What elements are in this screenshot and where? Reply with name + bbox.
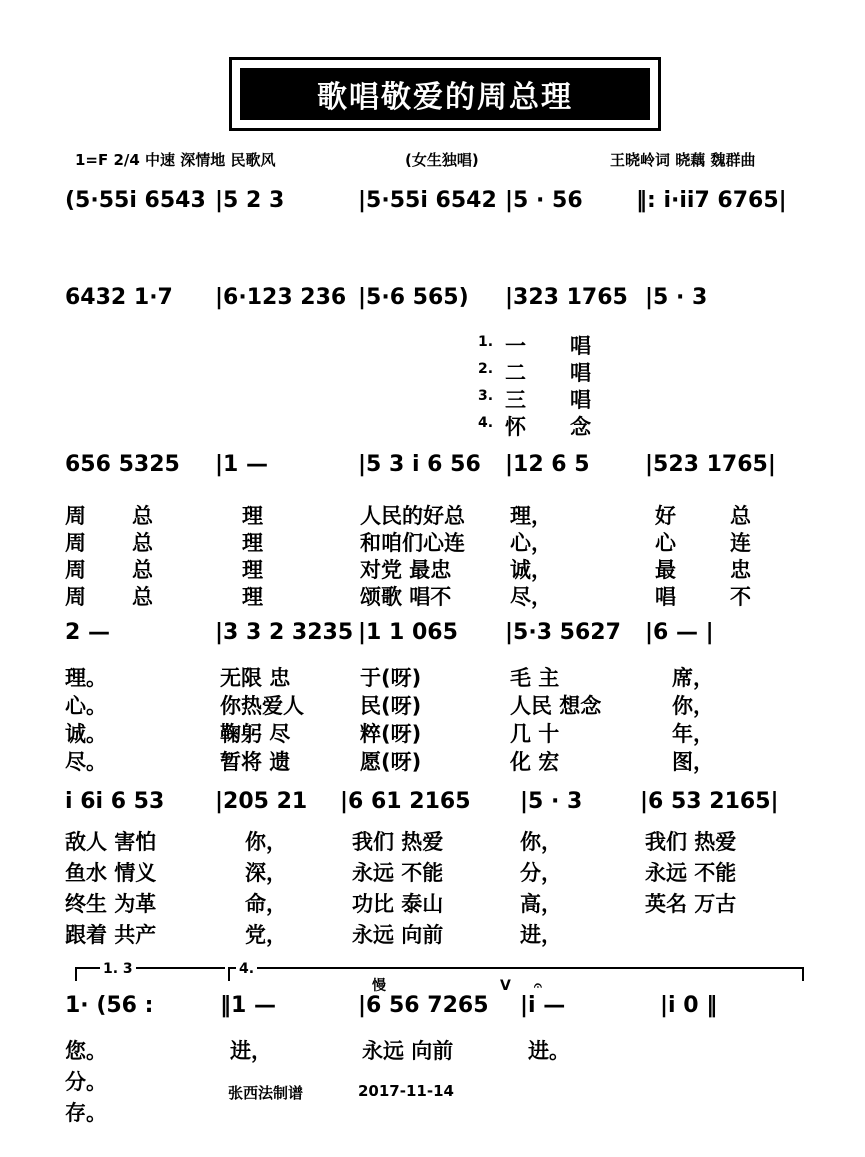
lyric-text: 心。 <box>65 694 107 718</box>
notation-measure: |1 1 065 <box>358 620 458 645</box>
verse-intro-word: 唱 <box>570 388 591 412</box>
lyric-text: 永远 向前 <box>352 923 444 947</box>
transcriber: 张西法制谱 <box>228 1084 304 1102</box>
lyric-text: 诚。 <box>65 722 107 746</box>
volta-1-label: 1. 3 <box>100 961 136 977</box>
lyric-text: 于(呀) <box>360 666 422 690</box>
notation-measure: |5 · 3 <box>645 285 708 310</box>
lyric-text: 你， <box>520 830 562 854</box>
final-lyric-extra-2: 存。 <box>65 1101 107 1125</box>
lyric-text: 对党 最忠 <box>360 558 452 582</box>
notation-measure: ‖: i·ii7 6765| <box>636 188 787 213</box>
notation-measure: |323 1765 <box>505 285 628 310</box>
lyric-text: 理。 <box>65 666 107 690</box>
notation-measure: |523 1765| <box>645 452 776 477</box>
lyric-text: 我们 热爱 <box>352 830 444 854</box>
lyric-text: 理 <box>242 585 263 609</box>
lyric-text: 颂歌 唱不 <box>360 585 452 609</box>
volta-2-label: 4. <box>236 961 257 977</box>
lyric-text: 愿(呀) <box>360 750 422 774</box>
volta-1-bracket <box>75 967 225 981</box>
lyric-text: 永远 不能 <box>645 861 737 885</box>
lyric-text: 席， <box>672 666 714 690</box>
lyric-text: 终生 为革 <box>65 892 157 916</box>
verse-intro-word: 一 <box>505 334 526 358</box>
lyric-text: 人民的好总 <box>360 504 465 528</box>
notation-measure: (5·55i 6543 <box>65 188 206 213</box>
lyric-text: 尽， <box>510 585 552 609</box>
lyric-text: 暂将 遗 <box>220 750 291 774</box>
fermata-icon: 𝄐 <box>534 978 542 994</box>
lyric-text: 敌人 害怕 <box>65 830 157 854</box>
notation-measure: 6432 1·7 <box>65 285 173 310</box>
lyric-text: 总 <box>132 531 153 555</box>
lyric-text: 无限 忠 <box>220 666 291 690</box>
lyric-text: 功比 泰山 <box>352 892 444 916</box>
lyric-text: 总 <box>132 504 153 528</box>
notation-measure: 656 5325 <box>65 452 180 477</box>
verse-intro-word: 三 <box>505 388 526 412</box>
lyric-text: 命， <box>245 892 287 916</box>
volta-2-bracket <box>228 967 804 981</box>
breath-mark: V <box>500 978 511 994</box>
lyric-text: 理， <box>510 504 552 528</box>
notation-measure: |5·3 5627 <box>505 620 621 645</box>
lyric-text: 几 十 <box>510 722 560 746</box>
lyric-text: 分， <box>520 861 562 885</box>
notation-measure: |6·123 236 <box>215 285 347 310</box>
lyric-text: 连 <box>730 531 751 555</box>
lyric-text: 深， <box>245 861 287 885</box>
notation-measure: |5 · 3 <box>520 789 583 814</box>
notation-measure: |5·55i 6542 <box>358 188 497 213</box>
notation-measure: |3 3 2 3235 <box>215 620 354 645</box>
verse-intro-word: 唱 <box>570 361 591 385</box>
notation-measure: |i — <box>520 993 566 1018</box>
lyric-text: 好 <box>655 504 676 528</box>
lyric-text: 尽。 <box>65 750 107 774</box>
verse-intro-word: 怀 <box>505 415 526 439</box>
song-title: 歌唱敬爱的周总理 <box>240 68 650 120</box>
lyric-text: 高， <box>520 892 562 916</box>
lyric-text: 忠 <box>730 558 751 582</box>
lyric-text: 年， <box>672 722 714 746</box>
notation-measure: |6 61 2165 <box>340 789 471 814</box>
lyric-text: 图， <box>672 750 714 774</box>
lyric-text: 毛 主 <box>510 666 560 690</box>
lyric-text: 人民 想念 <box>510 694 602 718</box>
notation-measure: |i 0 ‖ <box>660 993 718 1018</box>
verse-number: 3. <box>478 388 494 404</box>
notation-measure: 2 — <box>65 620 110 645</box>
notation-measure: |5 2 3 <box>215 188 285 213</box>
lyric-text: 总 <box>730 504 751 528</box>
notation-measure: |5·6 565) <box>358 285 469 310</box>
lyric-text: 党， <box>245 923 287 947</box>
lyric-text: 英名 万古 <box>645 892 737 916</box>
transcription-date: 2017-11-14 <box>358 1082 454 1100</box>
notation-measure: |1 — <box>215 452 269 477</box>
lyric-text: 永远 不能 <box>352 861 444 885</box>
verse-number: 4. <box>478 415 494 431</box>
lyric-text: 粹(呀) <box>360 722 422 746</box>
lyric-text: 最 <box>655 558 676 582</box>
lyric-text: 总 <box>132 558 153 582</box>
lyric-text: 心 <box>655 531 676 555</box>
lyric-text: 唱 <box>655 585 676 609</box>
verse-intro-word: 二 <box>505 361 526 385</box>
notation-measure: |5 3 i 6 56 <box>358 452 481 477</box>
notation-measure: |6 56 7265 <box>358 993 489 1018</box>
lyric-text: 鱼水 情义 <box>65 861 157 885</box>
credits: 王晓岭词 晓藕 魏群曲 <box>610 151 756 169</box>
final-lyric-1: 您。 <box>65 1039 107 1063</box>
lyric-text: 进， <box>520 923 562 947</box>
lyric-text: 周 <box>65 504 86 528</box>
lyric-text: 总 <box>132 585 153 609</box>
notation-measure: 1· (56 : <box>65 993 154 1018</box>
slow-mark: 慢 <box>372 978 386 994</box>
final-lyric-4: 进。 <box>528 1039 570 1063</box>
verse-intro-word: 念 <box>570 415 591 439</box>
lyric-text: 理 <box>242 558 263 582</box>
notation-measure: |12 6 5 <box>505 452 590 477</box>
final-lyric-3: 永远 向前 <box>362 1039 454 1063</box>
notation-measure: |6 — | <box>645 620 714 645</box>
lyric-text: 不 <box>730 585 751 609</box>
lyric-text: 我们 热爱 <box>645 830 737 854</box>
lyric-text: 跟着 共产 <box>65 923 157 947</box>
lyric-text: 民(呀) <box>360 694 422 718</box>
lyric-text: 周 <box>65 531 86 555</box>
key-tempo: 1=F 2/4 中速 深情地 民歌风 <box>75 151 276 169</box>
final-lyric-extra-1: 分。 <box>65 1070 107 1094</box>
lyric-text: 鞠躬 尽 <box>220 722 291 746</box>
lyric-text: 周 <box>65 558 86 582</box>
lyric-text: 周 <box>65 585 86 609</box>
verse-number: 1. <box>478 334 494 350</box>
notation-measure: |205 21 <box>215 789 308 814</box>
performance-note: (女生独唱) <box>405 151 479 169</box>
title-frame <box>229 57 661 131</box>
notation-measure: |5 · 56 <box>505 188 583 213</box>
verse-intro-word: 唱 <box>570 334 591 358</box>
lyric-text: 诚， <box>510 558 552 582</box>
lyric-text: 你热爱人 <box>220 694 304 718</box>
notation-measure: i 6i 6 53 <box>65 789 165 814</box>
notation-measure: ‖1 — <box>220 993 276 1018</box>
notation-measure: |6 53 2165| <box>640 789 779 814</box>
lyric-text: 你， <box>245 830 287 854</box>
final-lyric-2: 进， <box>230 1039 272 1063</box>
lyric-text: 理 <box>242 531 263 555</box>
lyric-text: 化 宏 <box>510 750 560 774</box>
lyric-text: 你， <box>672 694 714 718</box>
lyric-text: 理 <box>242 504 263 528</box>
lyric-text: 心， <box>510 531 552 555</box>
verse-number: 2. <box>478 361 494 377</box>
lyric-text: 和咱们心连 <box>360 531 465 555</box>
